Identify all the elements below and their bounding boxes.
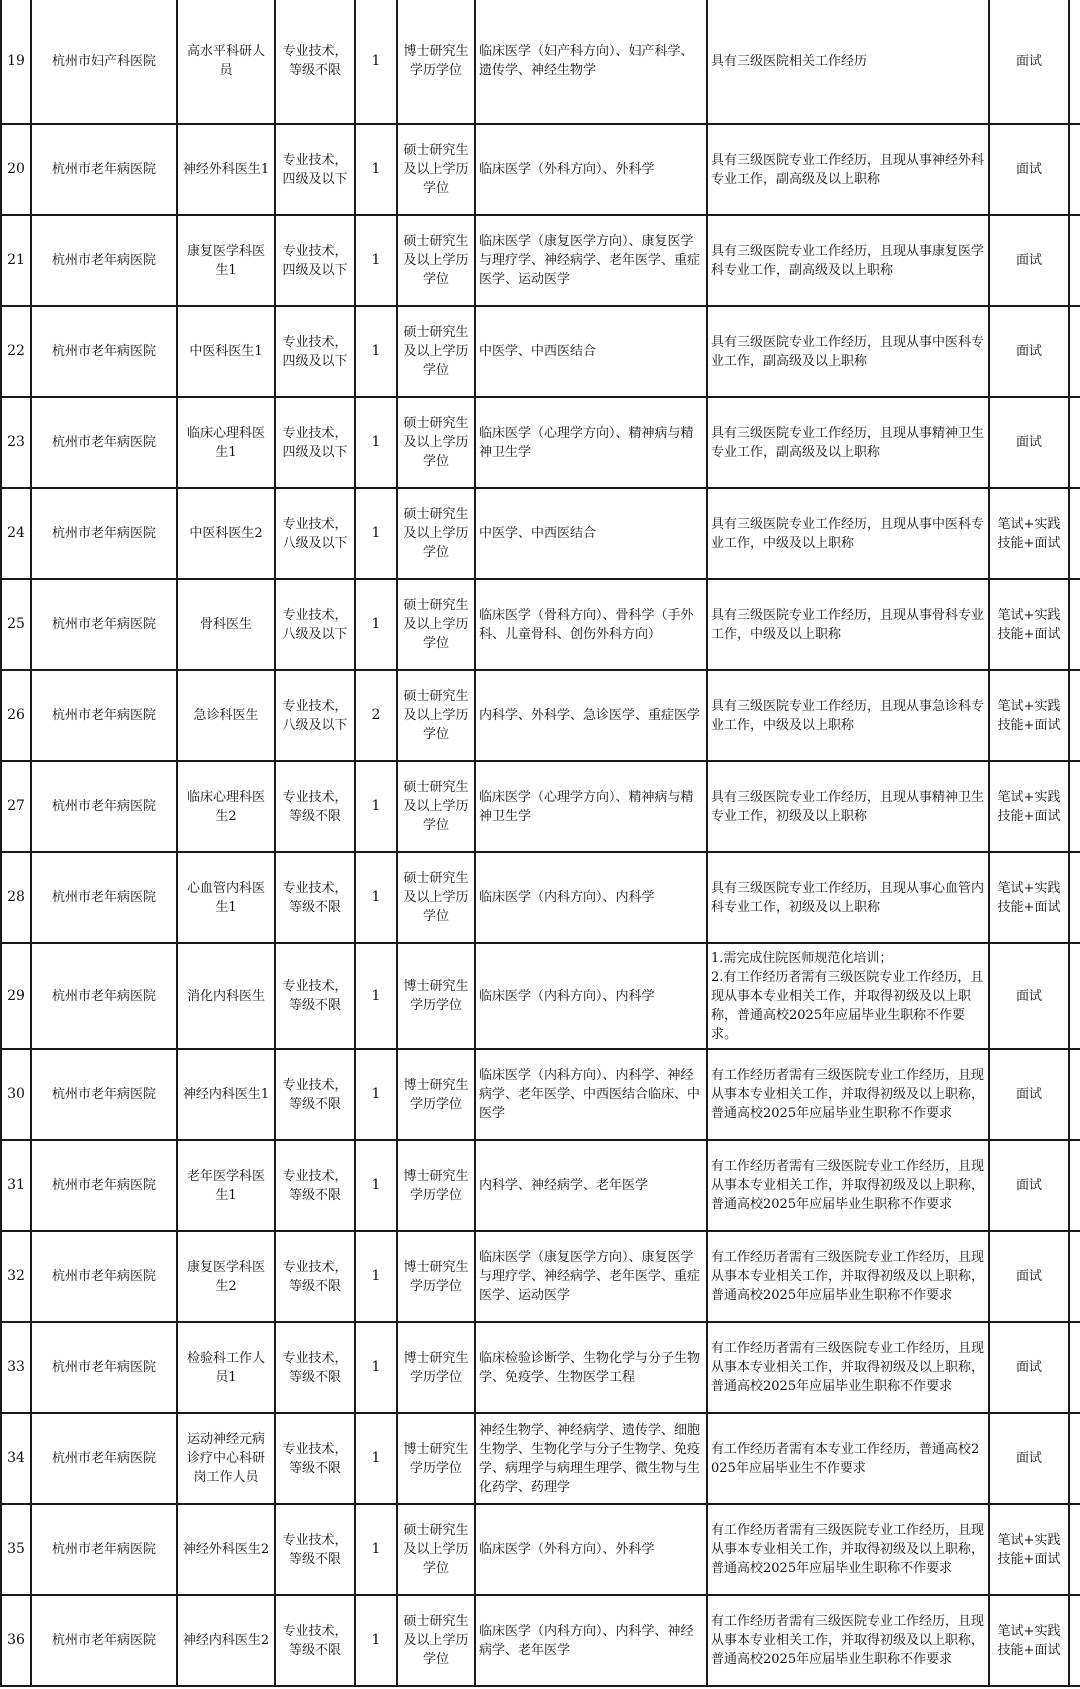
position-name: 急诊科医生 <box>177 670 275 761</box>
row-number: 19 <box>1 0 31 124</box>
education-requirement: 硕士研究生及以上学历学位 <box>397 1595 475 1686</box>
education-requirement: 硕士研究生及以上学历学位 <box>397 579 475 670</box>
recruiting-unit: 杭州市老年病医院 <box>31 1049 177 1140</box>
recruiting-unit: 杭州市老年病医院 <box>31 670 177 761</box>
other-requirements: 具有三级医院专业工作经历，且现从事中医科专业工作，中级及以上职称 <box>707 488 989 579</box>
position-name: 中医科医生1 <box>177 306 275 397</box>
row-number: 34 <box>1 1413 31 1504</box>
position-type: 专业技术，等级不限 <box>275 1049 355 1140</box>
position-type: 专业技术，等级不限 <box>275 1140 355 1231</box>
row-number: 21 <box>1 215 31 306</box>
position-type: 专业技术，等级不限 <box>275 1322 355 1413</box>
position-type: 专业技术，等级不限 <box>275 1413 355 1504</box>
position-type: 专业技术，四级及以下 <box>275 124 355 215</box>
education-requirement: 硕士研究生及以上学历学位 <box>397 852 475 943</box>
row-number: 20 <box>1 124 31 215</box>
table-row <box>1 1140 1080 1231</box>
position-type: 专业技术，八级及以下 <box>275 579 355 670</box>
exam-method: 笔试+实践技能+面试 <box>989 1595 1069 1686</box>
education-requirement: 硕士研究生及以上学历学位 <box>397 124 475 215</box>
position-type: 专业技术，八级及以下 <box>275 488 355 579</box>
trailing-cell <box>1069 215 1080 306</box>
trailing-cell <box>1069 1322 1080 1413</box>
trailing-cell <box>1069 1231 1080 1322</box>
trailing-cell <box>1069 1504 1080 1595</box>
recruiting-unit: 杭州市妇产科医院 <box>31 0 177 124</box>
recruiting-unit: 杭州市老年病医院 <box>31 1595 177 1686</box>
table-row <box>1 852 1080 943</box>
row-number: 32 <box>1 1231 31 1322</box>
row-number: 27 <box>1 761 31 852</box>
hiring-count: 1 <box>355 1413 397 1504</box>
other-requirements: 具有三级医院专业工作经历，且现从事心血管内科专业工作，初级及以上职称 <box>707 852 989 943</box>
recruiting-unit: 杭州市老年病医院 <box>31 124 177 215</box>
recruiting-unit: 杭州市老年病医院 <box>31 1322 177 1413</box>
trailing-cell <box>1069 943 1080 1049</box>
recruiting-unit: 杭州市老年病医院 <box>31 761 177 852</box>
major-requirement: 内科学、神经病学、老年医学 <box>475 1140 707 1231</box>
trailing-cell <box>1069 0 1080 124</box>
position-type: 专业技术，四级及以下 <box>275 397 355 488</box>
major-requirement: 临床医学（内科方向）、内科学 <box>475 943 707 1049</box>
education-requirement: 硕士研究生及以上学历学位 <box>397 1504 475 1595</box>
row-number: 33 <box>1 1322 31 1413</box>
exam-method: 笔试+实践技能+面试 <box>989 670 1069 761</box>
trailing-cell <box>1069 124 1080 215</box>
position-type: 专业技术，等级不限 <box>275 1231 355 1322</box>
hiring-count: 1 <box>355 215 397 306</box>
trailing-cell <box>1069 761 1080 852</box>
exam-method: 面试 <box>989 1140 1069 1231</box>
trailing-cell <box>1069 1140 1080 1231</box>
position-name: 神经外科医生1 <box>177 124 275 215</box>
exam-method: 面试 <box>989 215 1069 306</box>
position-type: 专业技术，四级及以下 <box>275 215 355 306</box>
major-requirement: 临床检验诊断学、生物化学与分子生物学、免疫学、生物医学工程 <box>475 1322 707 1413</box>
education-requirement: 硕士研究生及以上学历学位 <box>397 761 475 852</box>
row-number: 25 <box>1 579 31 670</box>
recruiting-unit: 杭州市老年病医院 <box>31 579 177 670</box>
row-number: 23 <box>1 397 31 488</box>
position-name: 骨科医生 <box>177 579 275 670</box>
education-requirement: 博士研究生学历学位 <box>397 1049 475 1140</box>
major-requirement: 临床医学（心理学方向）、精神病与精神卫生学 <box>475 761 707 852</box>
row-number: 28 <box>1 852 31 943</box>
position-type: 专业技术，等级不限 <box>275 761 355 852</box>
exam-method: 笔试+实践技能+面试 <box>989 761 1069 852</box>
recruiting-unit: 杭州市老年病医院 <box>31 1413 177 1504</box>
other-requirements: 具有三级医院相关工作经历 <box>707 0 989 124</box>
position-type: 专业技术，等级不限 <box>275 852 355 943</box>
other-requirements: 具有三级医院专业工作经历，且现从事康复医学科专业工作，副高级及以上职称 <box>707 215 989 306</box>
row-number: 30 <box>1 1049 31 1140</box>
other-requirements: 具有三级医院专业工作经历，且现从事精神卫生专业工作，初级及以上职称 <box>707 761 989 852</box>
table-row <box>1 1231 1080 1322</box>
position-name: 临床心理科医生2 <box>177 761 275 852</box>
other-requirements: 具有三级医院专业工作经历，且现从事急诊科专业工作，中级及以上职称 <box>707 670 989 761</box>
trailing-cell <box>1069 488 1080 579</box>
position-name: 消化内科医生 <box>177 943 275 1049</box>
position-name: 老年医学科医生1 <box>177 1140 275 1231</box>
hiring-count: 1 <box>355 1049 397 1140</box>
position-name: 检验科工作人员1 <box>177 1322 275 1413</box>
major-requirement: 临床医学（骨科方向）、骨科学（手外科、儿童骨科、创伤外科方向） <box>475 579 707 670</box>
major-requirement: 临床医学（内科方向）、内科学 <box>475 852 707 943</box>
hiring-count: 1 <box>355 0 397 124</box>
table-row <box>1 761 1080 852</box>
position-type: 专业技术，等级不限 <box>275 1504 355 1595</box>
hiring-count: 1 <box>355 306 397 397</box>
position-name: 临床心理科医生1 <box>177 397 275 488</box>
hiring-count: 2 <box>355 670 397 761</box>
exam-method: 面试 <box>989 943 1069 1049</box>
recruiting-unit: 杭州市老年病医院 <box>31 1231 177 1322</box>
hiring-count: 1 <box>355 488 397 579</box>
hiring-count: 1 <box>355 1504 397 1595</box>
major-requirement: 临床医学（内科方向）、内科学、神经病学、老年医学、中西医结合临床、中医学 <box>475 1049 707 1140</box>
exam-method: 笔试+实践技能+面试 <box>989 1504 1069 1595</box>
hiring-count: 1 <box>355 852 397 943</box>
major-requirement: 临床医学（内科方向）、内科学、神经病学、老年医学 <box>475 1595 707 1686</box>
position-name: 高水平科研人员 <box>177 0 275 124</box>
exam-method: 面试 <box>989 1413 1069 1504</box>
table-row <box>1 1049 1080 1140</box>
other-requirements: 具有三级医院专业工作经历，且现从事神经外科专业工作，副高级及以上职称 <box>707 124 989 215</box>
position-name: 中医科医生2 <box>177 488 275 579</box>
table-row <box>1 1322 1080 1413</box>
hiring-count: 1 <box>355 761 397 852</box>
major-requirement: 临床医学（妇产科方向）、妇产科学、遗传学、神经生物学 <box>475 0 707 124</box>
position-name: 心血管内科医生1 <box>177 852 275 943</box>
trailing-cell <box>1069 1049 1080 1140</box>
education-requirement: 硕士研究生及以上学历学位 <box>397 397 475 488</box>
other-requirements: 有工作经历者需有三级医院专业工作经历，且现从事本专业相关工作，并取得初级及以上职称，普通高校2025年应届毕业生职称不作要求 <box>707 1595 989 1686</box>
table-row <box>1 397 1080 488</box>
trailing-cell <box>1069 1413 1080 1504</box>
other-requirements: 具有三级医院专业工作经历，且现从事中医科专业工作，副高级及以上职称 <box>707 306 989 397</box>
hiring-count: 1 <box>355 397 397 488</box>
education-requirement: 博士研究生学历学位 <box>397 1140 475 1231</box>
recruiting-unit: 杭州市老年病医院 <box>31 397 177 488</box>
table-row <box>1 488 1080 579</box>
major-requirement: 内科学、外科学、急诊医学、重症医学 <box>475 670 707 761</box>
major-requirement: 临床医学（外科方向）、外科学 <box>475 1504 707 1595</box>
exam-method: 面试 <box>989 0 1069 124</box>
other-requirements: 有工作经历者需有三级医院专业工作经历，且现从事本专业相关工作，并取得初级及以上职称，普通高校2025年应届毕业生职称不作要求 <box>707 1140 989 1231</box>
table-row <box>1 1413 1080 1504</box>
education-requirement: 博士研究生学历学位 <box>397 0 475 124</box>
trailing-cell <box>1069 670 1080 761</box>
exam-method: 面试 <box>989 124 1069 215</box>
education-requirement: 博士研究生学历学位 <box>397 943 475 1049</box>
education-requirement: 博士研究生学历学位 <box>397 1413 475 1504</box>
education-requirement: 博士研究生学历学位 <box>397 1322 475 1413</box>
other-requirements: 有工作经历者需有本专业工作经历，普通高校2025年应届毕业生不作要求 <box>707 1413 989 1504</box>
other-requirements: 具有三级医院专业工作经历，且现从事骨科专业工作，中级及以上职称 <box>707 579 989 670</box>
table-row <box>1 579 1080 670</box>
position-type: 专业技术，等级不限 <box>275 0 355 124</box>
position-name: 神经内科医生2 <box>177 1595 275 1686</box>
major-requirement: 临床医学（康复医学方向）、康复医学与理疗学、神经病学、老年医学、重症医学、运动医学 <box>475 215 707 306</box>
education-requirement: 硕士研究生及以上学历学位 <box>397 306 475 397</box>
education-requirement: 硕士研究生及以上学历学位 <box>397 215 475 306</box>
table-row <box>1 215 1080 306</box>
exam-method: 面试 <box>989 1049 1069 1140</box>
row-number: 35 <box>1 1504 31 1595</box>
table-row <box>1 306 1080 397</box>
trailing-cell <box>1069 579 1080 670</box>
row-number: 31 <box>1 1140 31 1231</box>
exam-method: 笔试+实践技能+面试 <box>989 852 1069 943</box>
position-name: 神经外科医生2 <box>177 1504 275 1595</box>
hiring-count: 1 <box>355 579 397 670</box>
trailing-cell <box>1069 306 1080 397</box>
recruiting-unit: 杭州市老年病医院 <box>31 943 177 1049</box>
other-requirements: 有工作经历者需有三级医院专业工作经历，且现从事本专业相关工作，并取得初级及以上职称，普通高校2025年应届毕业生职称不作要求 <box>707 1231 989 1322</box>
position-name: 神经内科医生1 <box>177 1049 275 1140</box>
position-name: 康复医学科医生2 <box>177 1231 275 1322</box>
hiring-count: 1 <box>355 1231 397 1322</box>
recruiting-unit: 杭州市老年病医院 <box>31 1504 177 1595</box>
trailing-cell <box>1069 397 1080 488</box>
recruiting-unit: 杭州市老年病医院 <box>31 306 177 397</box>
table-row <box>1 943 1080 1049</box>
trailing-cell <box>1069 1595 1080 1686</box>
major-requirement: 中医学、中西医结合 <box>475 488 707 579</box>
hiring-count: 1 <box>355 1322 397 1413</box>
major-requirement: 临床医学（外科方向）、外科学 <box>475 124 707 215</box>
row-number: 36 <box>1 1595 31 1686</box>
table-row <box>1 670 1080 761</box>
row-number: 26 <box>1 670 31 761</box>
table-row <box>1 124 1080 215</box>
other-requirements: 具有三级医院专业工作经历，且现从事精神卫生专业工作，副高级及以上职称 <box>707 397 989 488</box>
table-row <box>1 0 1080 124</box>
exam-method: 笔试+实践技能+面试 <box>989 579 1069 670</box>
exam-method: 面试 <box>989 397 1069 488</box>
recruiting-unit: 杭州市老年病医院 <box>31 215 177 306</box>
recruiting-unit: 杭州市老年病医院 <box>31 1140 177 1231</box>
hiring-count: 1 <box>355 124 397 215</box>
position-name: 康复医学科医生1 <box>177 215 275 306</box>
trailing-cell <box>1069 852 1080 943</box>
other-requirements: 有工作经历者需有三级医院专业工作经历，且现从事本专业相关工作，并取得初级及以上职称，普通高校2025年应届毕业生职称不作要求 <box>707 1322 989 1413</box>
recruiting-unit: 杭州市老年病医院 <box>31 488 177 579</box>
major-requirement: 临床医学（心理学方向）、精神病与精神卫生学 <box>475 397 707 488</box>
exam-method: 面试 <box>989 306 1069 397</box>
position-type: 专业技术，等级不限 <box>275 943 355 1049</box>
row-number: 29 <box>1 943 31 1049</box>
exam-method: 笔试+实践技能+面试 <box>989 488 1069 579</box>
other-requirements: 有工作经历者需有三级医院专业工作经历，且现从事本专业相关工作，并取得初级及以上职称，普通高校2025年应届毕业生职称不作要求 <box>707 1049 989 1140</box>
major-requirement: 临床医学（康复医学方向）、康复医学与理疗学、神经病学、老年医学、重症医学、运动医学 <box>475 1231 707 1322</box>
exam-method: 面试 <box>989 1231 1069 1322</box>
major-requirement: 神经生物学、神经病学、遗传学、细胞生物学、生物化学与分子生物学、免疫学、病理学与病理生理学、微生物与生化药学、药理学 <box>475 1413 707 1504</box>
row-number: 22 <box>1 306 31 397</box>
hiring-count: 1 <box>355 1140 397 1231</box>
hiring-count: 1 <box>355 943 397 1049</box>
hiring-count: 1 <box>355 1595 397 1686</box>
education-requirement: 硕士研究生及以上学历学位 <box>397 488 475 579</box>
row-number: 24 <box>1 488 31 579</box>
exam-method: 面试 <box>989 1322 1069 1413</box>
table-row <box>1 1504 1080 1595</box>
position-name: 运动神经元病诊疗中心科研岗工作人员 <box>177 1413 275 1504</box>
other-requirements: 1.需完成住院医师规范化培训； 2.有工作经历者需有三级医院专业工作经历，且现从事本专业相关工作，并取得初级及以上职称，普通高校2025年应届毕业生职称不作要求。 <box>707 943 989 1049</box>
position-type: 专业技术，等级不限 <box>275 1595 355 1686</box>
major-requirement: 中医学、中西医结合 <box>475 306 707 397</box>
education-requirement: 博士研究生学历学位 <box>397 1231 475 1322</box>
other-requirements: 有工作经历者需有三级医院专业工作经历，且现从事本专业相关工作，并取得初级及以上职称，普通高校2025年应届毕业生职称不作要求 <box>707 1504 989 1595</box>
table-row <box>1 1595 1080 1686</box>
position-type: 专业技术，四级及以下 <box>275 306 355 397</box>
education-requirement: 硕士研究生及以上学历学位 <box>397 670 475 761</box>
position-type: 专业技术，八级及以下 <box>275 670 355 761</box>
recruiting-unit: 杭州市老年病医院 <box>31 852 177 943</box>
